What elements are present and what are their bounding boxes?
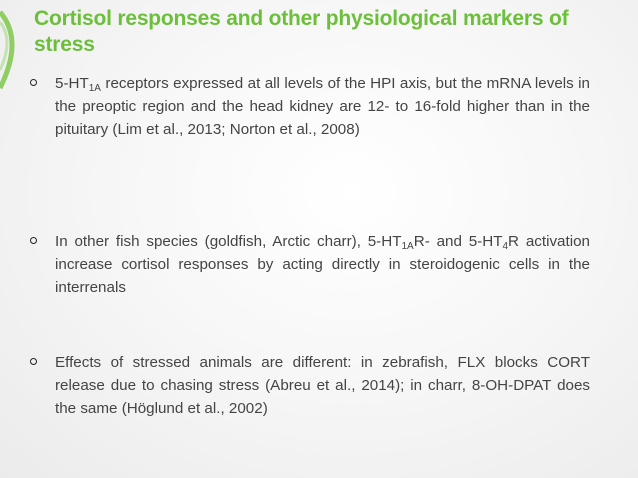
bullet-item-2	[30, 230, 590, 299]
bullet-item-3	[30, 351, 590, 420]
hollow-circle-icon	[30, 79, 37, 86]
slide-title: Cortisol responses and other physiological markers of stress	[34, 7, 569, 56]
bullet-item-1	[30, 72, 590, 141]
hollow-circle-icon	[30, 358, 37, 365]
bullet-text-2: In other fish species (goldfish, Arctic charr), $5-HT_{1A}R-$ and $5-HT_4R$ activation increase cortisol responses by acting directly in steroidogenic cells in the interrenals	[55, 233, 590, 296]
hollow-circle-icon	[30, 237, 37, 244]
bullet-text-1: $5-HT_{1A}$ receptors expressed at all levels of the HPI axis, but the mRNA levels in the preoptic region and the head kidney are 12- to 16-fold higher than in the pituitary (Lim et al., 2013; Norton et al., 2008)	[55, 75, 590, 138]
bullet-text-3: Effects of stressed animals are different: in zebrafish, FLX blocks CORT release due to chasing stress (Abreu et al., 2014); in charr, 8-OH-DPAT does the same (Höglund et al., 2002)	[55, 354, 590, 417]
